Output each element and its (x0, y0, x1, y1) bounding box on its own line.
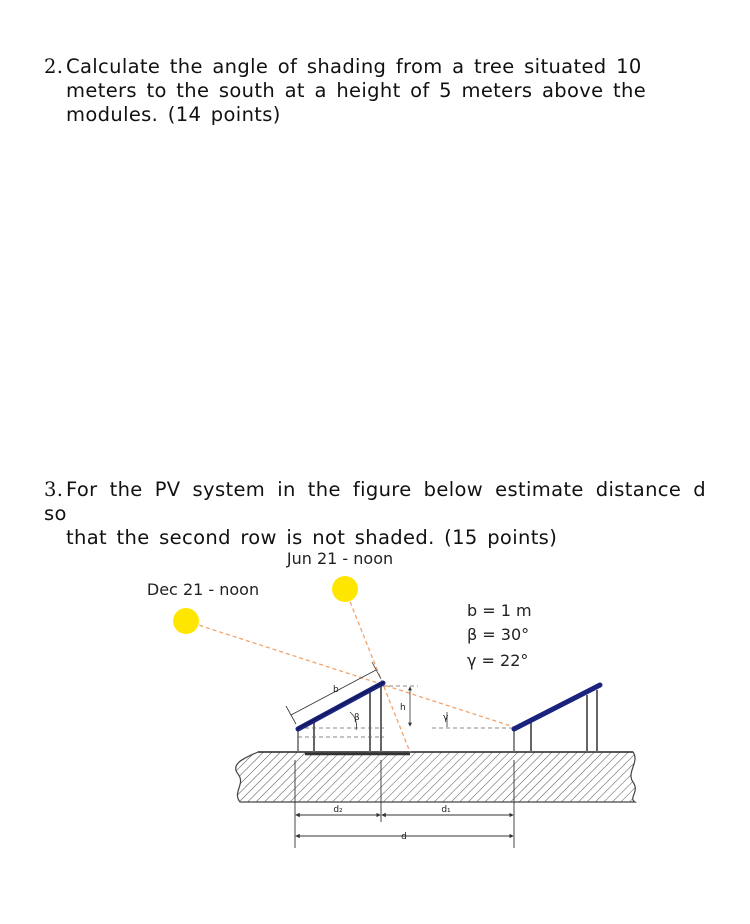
d2-label: d₂ (333, 805, 343, 815)
pv-shading-figure (0, 540, 750, 860)
d1-label: d₁ (441, 805, 451, 815)
question-2-line-2: meters to the south at a height of 5 meters above the (66, 79, 647, 102)
panel-row-2 (514, 685, 600, 752)
b-label: b (333, 685, 339, 695)
panel-row-1 (297, 682, 384, 752)
d-label: d (401, 832, 407, 842)
h-label: h (400, 703, 406, 713)
param-b: b = 1 m (467, 601, 532, 620)
dec-label: Dec 21 - noon (146, 580, 260, 599)
b-tick-left (286, 706, 296, 724)
jun-sun (332, 576, 358, 602)
question-3-number: 3. (44, 478, 64, 501)
beta-label: β (354, 713, 360, 723)
question-2-line-3: modules. (14 points) (66, 103, 281, 126)
question-3-text-1: For the PV system in the figure below estimate distance d so (44, 478, 706, 525)
question-2-line-1 (44, 55, 706, 79)
gamma-label: γ (443, 713, 449, 723)
question-2 (44, 55, 706, 127)
jun-label: Jun 21 - noon (286, 549, 394, 568)
dec-sun-ray (186, 621, 514, 727)
question-3-line-2: that the second row is not shaded. (15 points) (66, 526, 558, 549)
question-2-number: 2. (44, 55, 64, 78)
dec-sun (173, 608, 199, 634)
ground-hatch (236, 752, 636, 802)
b-tick-right (372, 662, 381, 679)
param-gamma: γ = 22° (467, 651, 529, 670)
question-2-text-1: Calculate the angle of shading from a tree situated 10 (66, 55, 642, 78)
question-3-line-1 (44, 478, 706, 526)
param-beta: β = 30° (467, 625, 530, 644)
